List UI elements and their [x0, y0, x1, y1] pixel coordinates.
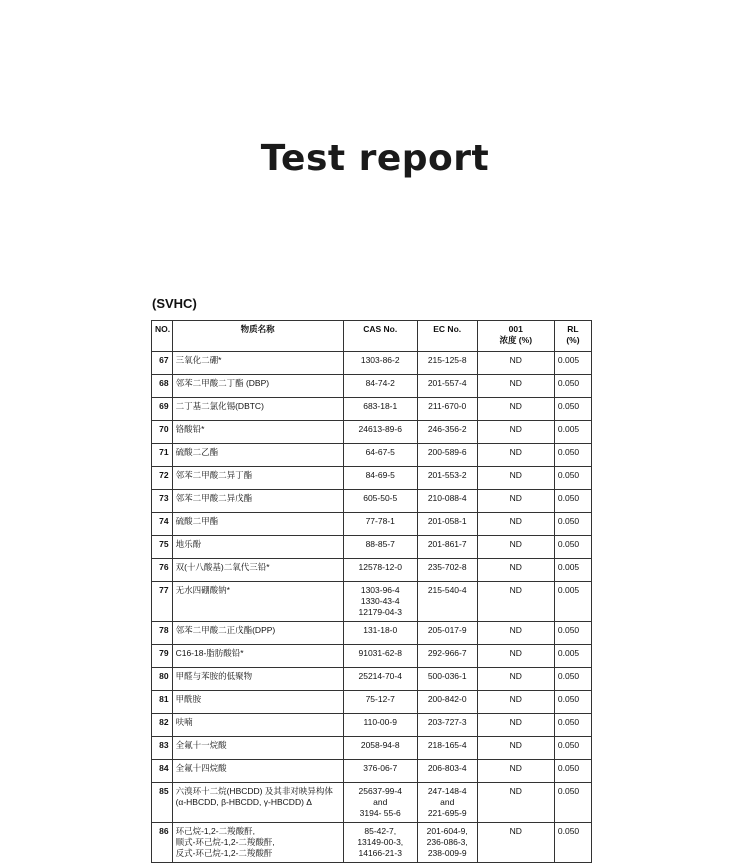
header-rl: [554, 321, 591, 352]
cell-concentration: ND: [477, 444, 554, 467]
cell-substance-name: 邻苯二甲酸二丁酯 (DBP): [172, 375, 343, 398]
cell-concentration: ND: [477, 352, 554, 375]
cell-rl: 0.050: [554, 467, 591, 490]
cell-cas-no: 25637-99-4 and 3194- 55-6: [343, 783, 417, 823]
table-row: [152, 444, 592, 467]
cell-ec-no: 201-861-7: [417, 536, 477, 559]
cell-substance-name: 邻苯二甲酸二异戊酯: [172, 490, 343, 513]
cell-no: 70: [152, 421, 173, 444]
table-row: [152, 467, 592, 490]
cell-cas-no: 12578-12-0: [343, 559, 417, 582]
cell-rl: 0.005: [554, 559, 591, 582]
cell-rl: 0.005: [554, 421, 591, 444]
cell-concentration: ND: [477, 536, 554, 559]
cell-cas-no: 84-69-5: [343, 467, 417, 490]
cell-ec-no: 215-540-4: [417, 582, 477, 622]
cell-cas-no: 1303-86-2: [343, 352, 417, 375]
cell-cas-no: 683-18-1: [343, 398, 417, 421]
cell-ec-no: 246-356-2: [417, 421, 477, 444]
cell-substance-name: C16-18-脂肪酸铅*: [172, 645, 343, 668]
table-row: [152, 513, 592, 536]
table-row: [152, 398, 592, 421]
cell-concentration: ND: [477, 737, 554, 760]
cell-ec-no: 218-165-4: [417, 737, 477, 760]
cell-cas-no: 91031-62-8: [343, 645, 417, 668]
cell-rl: 0.005: [554, 645, 591, 668]
table-row: [152, 737, 592, 760]
cell-concentration: ND: [477, 645, 554, 668]
cell-cas-no: 376-06-7: [343, 760, 417, 783]
cell-concentration: ND: [477, 490, 554, 513]
cell-rl: 0.050: [554, 737, 591, 760]
cell-concentration: ND: [477, 375, 554, 398]
cell-cas-no: 84-74-2: [343, 375, 417, 398]
header-concentration-label: 浓度 (%): [499, 335, 533, 345]
cell-ec-no: 200-589-6: [417, 444, 477, 467]
cell-concentration: ND: [477, 668, 554, 691]
table-header-row: [152, 321, 592, 352]
cell-rl: 0.005: [554, 582, 591, 622]
cell-no: 75: [152, 536, 173, 559]
header-no: NO.: [152, 321, 173, 352]
cell-substance-name: 三氧化二硼*: [172, 352, 343, 375]
cell-rl: 0.050: [554, 398, 591, 421]
cell-substance-name: 甲酰胺: [172, 691, 343, 714]
cell-concentration: ND: [477, 513, 554, 536]
svhc-table: [151, 320, 592, 863]
header-rl-unit: (%): [566, 335, 580, 345]
header-concentration: [477, 321, 554, 352]
cell-ec-no: 500-036-1: [417, 668, 477, 691]
cell-rl: 0.050: [554, 375, 591, 398]
cell-substance-name: 二丁基二氯化锡(DBTC): [172, 398, 343, 421]
cell-no: 79: [152, 645, 173, 668]
cell-concentration: ND: [477, 783, 554, 823]
cell-ec-no: 201-058-1: [417, 513, 477, 536]
cell-no: 72: [152, 467, 173, 490]
cell-ec-no: 206-803-4: [417, 760, 477, 783]
cell-substance-name: 环己烷-1,2-二羧酸酐, 顺式-环己烷-1,2-二羧酸酐, 反式-环己烷-1,2-二羧酸酐: [172, 823, 343, 863]
cell-cas-no: 64-67-5: [343, 444, 417, 467]
cell-no: 76: [152, 559, 173, 582]
cell-no: 73: [152, 490, 173, 513]
cell-no: 86: [152, 823, 173, 863]
cell-no: 67: [152, 352, 173, 375]
cell-substance-name: 铬酸铅*: [172, 421, 343, 444]
table-row: [152, 823, 592, 863]
cell-no: 81: [152, 691, 173, 714]
cell-substance-name: 呋喃: [172, 714, 343, 737]
cell-substance-name: 地乐酚: [172, 536, 343, 559]
table-row: [152, 490, 592, 513]
cell-ec-no: 201-557-4: [417, 375, 477, 398]
cell-concentration: ND: [477, 691, 554, 714]
cell-ec-no: 215-125-8: [417, 352, 477, 375]
cell-concentration: ND: [477, 582, 554, 622]
cell-ec-no: 203-727-3: [417, 714, 477, 737]
cell-substance-name: 硫酸二甲酯: [172, 513, 343, 536]
cell-concentration: ND: [477, 823, 554, 863]
cell-concentration: ND: [477, 559, 554, 582]
table-row: [152, 760, 592, 783]
cell-cas-no: 605-50-5: [343, 490, 417, 513]
cell-substance-name: 全氟十一烷酸: [172, 737, 343, 760]
cell-cas-no: 24613-89-6: [343, 421, 417, 444]
cell-no: 77: [152, 582, 173, 622]
cell-no: 82: [152, 714, 173, 737]
cell-no: 69: [152, 398, 173, 421]
section-label: (SVHC): [152, 296, 197, 311]
cell-ec-no: 205-017-9: [417, 622, 477, 645]
table-row: [152, 668, 592, 691]
cell-substance-name: 六溴环十二烷(HBCDD) 及其非对映异构体(α-HBCDD, β-HBCDD, γ-HBCDD) Δ: [172, 783, 343, 823]
cell-rl: 0.050: [554, 760, 591, 783]
cell-ec-no: 201-553-2: [417, 467, 477, 490]
cell-cas-no: 85-42-7, 13149-00-3, 14166-21-3: [343, 823, 417, 863]
cell-ec-no: 235-702-8: [417, 559, 477, 582]
cell-cas-no: 110-00-9: [343, 714, 417, 737]
cell-substance-name: 全氟十四烷酸: [172, 760, 343, 783]
cell-substance-name: 无水四硼酸钠*: [172, 582, 343, 622]
table-row: [152, 421, 592, 444]
cell-ec-no: 292-966-7: [417, 645, 477, 668]
cell-rl: 0.050: [554, 536, 591, 559]
cell-ec-no: 210-088-4: [417, 490, 477, 513]
header-cas-no: CAS No.: [343, 321, 417, 352]
table-row: [152, 375, 592, 398]
table-row: [152, 783, 592, 823]
report-title: Test report: [260, 138, 490, 179]
table-row: [152, 622, 592, 645]
cell-rl: 0.050: [554, 714, 591, 737]
header-rl-label: RL: [567, 324, 579, 334]
table-row: [152, 714, 592, 737]
cell-substance-name: 甲醛与苯胺的低聚物: [172, 668, 343, 691]
cell-no: 84: [152, 760, 173, 783]
cell-ec-no: 247-148-4 and 221-695-9: [417, 783, 477, 823]
cell-rl: 0.050: [554, 444, 591, 467]
cell-ec-no: 200-842-0: [417, 691, 477, 714]
cell-concentration: ND: [477, 421, 554, 444]
cell-rl: 0.050: [554, 513, 591, 536]
cell-cas-no: 75-12-7: [343, 691, 417, 714]
cell-rl: 0.050: [554, 823, 591, 863]
cell-cas-no: 131-18-0: [343, 622, 417, 645]
table-row: [152, 582, 592, 622]
cell-no: 83: [152, 737, 173, 760]
table-row: [152, 645, 592, 668]
cell-ec-no: 211-670-0: [417, 398, 477, 421]
cell-rl: 0.050: [554, 622, 591, 645]
cell-substance-name: 硫酸二乙酯: [172, 444, 343, 467]
cell-no: 71: [152, 444, 173, 467]
cell-rl: 0.050: [554, 783, 591, 823]
header-substance-name: 物质名称: [172, 321, 343, 352]
cell-no: 68: [152, 375, 173, 398]
cell-cas-no: 2058-94-8: [343, 737, 417, 760]
cell-substance-name: 邻苯二甲酸二正戊酯(DPP): [172, 622, 343, 645]
cell-concentration: ND: [477, 714, 554, 737]
cell-rl: 0.050: [554, 490, 591, 513]
cell-substance-name: 双(十八酸基)二氧代三铅*: [172, 559, 343, 582]
cell-rl: 0.050: [554, 668, 591, 691]
table-row: [152, 352, 592, 375]
cell-concentration: ND: [477, 760, 554, 783]
cell-no: 85: [152, 783, 173, 823]
cell-concentration: ND: [477, 398, 554, 421]
cell-no: 78: [152, 622, 173, 645]
table-row: [152, 559, 592, 582]
cell-cas-no: 88-85-7: [343, 536, 417, 559]
table-row: [152, 536, 592, 559]
cell-no: 80: [152, 668, 173, 691]
cell-cas-no: 77-78-1: [343, 513, 417, 536]
cell-rl: 0.050: [554, 691, 591, 714]
header-ec-no: EC No.: [417, 321, 477, 352]
header-concentration-sample: 001: [508, 324, 523, 334]
cell-substance-name: 邻苯二甲酸二异丁酯: [172, 467, 343, 490]
cell-concentration: ND: [477, 622, 554, 645]
cell-concentration: ND: [477, 467, 554, 490]
cell-ec-no: 201-604-9, 236-086-3, 238-009-9: [417, 823, 477, 863]
cell-rl: 0.005: [554, 352, 591, 375]
table-row: [152, 691, 592, 714]
cell-cas-no: 1303-96-4 1330-43-4 12179-04-3: [343, 582, 417, 622]
cell-cas-no: 25214-70-4: [343, 668, 417, 691]
cell-no: 74: [152, 513, 173, 536]
